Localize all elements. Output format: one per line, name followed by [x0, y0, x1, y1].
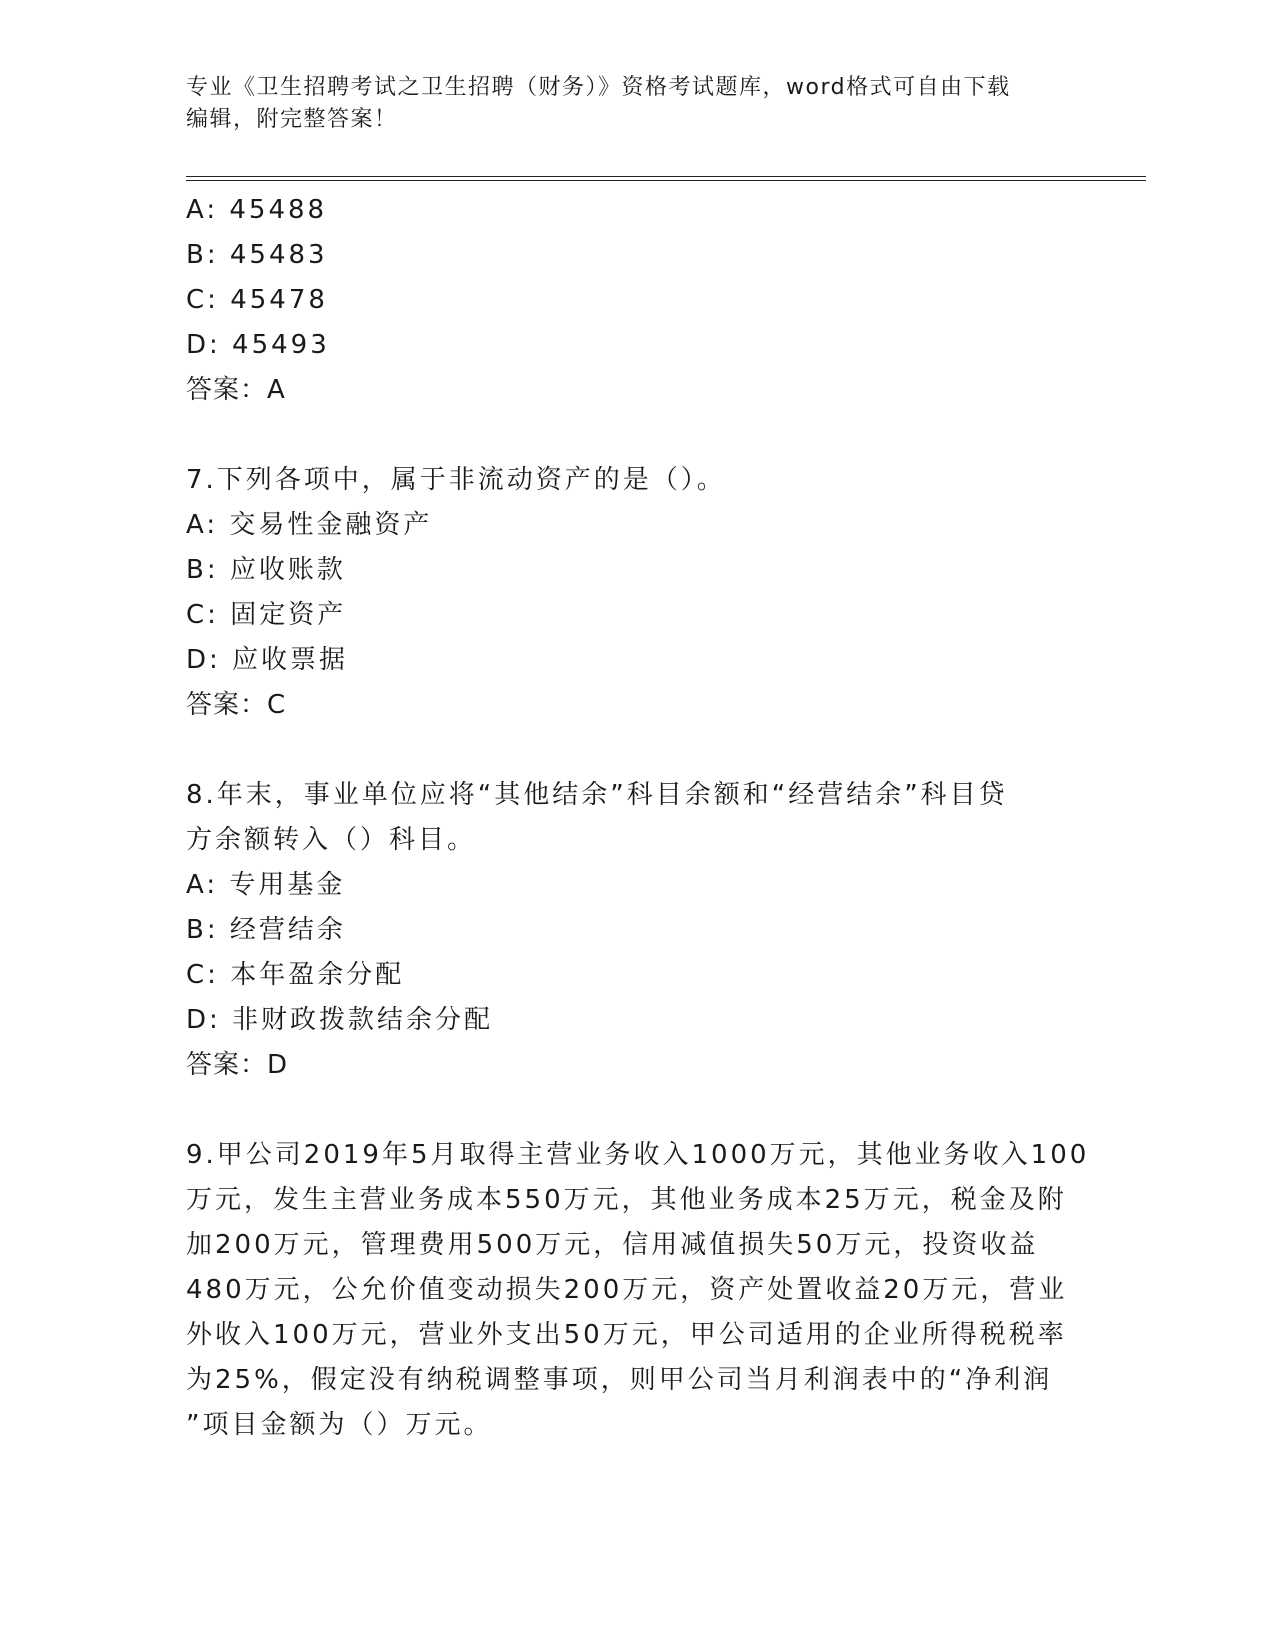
- option-text: 交易性金融资产: [229, 510, 433, 540]
- option-text: 非财政拨款结余分配: [232, 1005, 494, 1035]
- option-text: 45488: [229, 195, 328, 225]
- header-divider: [186, 176, 1146, 181]
- option-text: 45483: [229, 240, 328, 270]
- option-b: [186, 233, 1086, 278]
- option-text: 专用基金: [229, 870, 346, 900]
- option-d: [186, 998, 1086, 1043]
- question-list: [186, 188, 1090, 1448]
- question-text-line-6: 为25%，假定没有纳税调整事项，则甲公司当月利润表中的“净利润: [186, 1365, 1053, 1395]
- option-a: [186, 863, 1086, 908]
- answer: 答案：C: [186, 690, 287, 720]
- question-text-line-2: 方余额转入（）科目。: [186, 825, 477, 855]
- option-b: [186, 548, 1086, 593]
- option-label: B:: [186, 915, 219, 945]
- option-text: 45478: [230, 285, 328, 315]
- option-label: C:: [186, 285, 219, 315]
- spacer: [186, 413, 1086, 458]
- question-6: [186, 188, 1086, 413]
- option-d: [186, 638, 1086, 683]
- spacer: [186, 1088, 1086, 1133]
- question-7: [186, 458, 1086, 728]
- question-text-line-2: 万元，发生主营业务成本550万元，其他业务成本25万元，税金及附: [186, 1185, 1067, 1215]
- question-text-line-5: 外收入100万元，营业外支出50万元，甲公司适用的企业所得税税率: [186, 1320, 1067, 1350]
- option-label: C:: [186, 600, 219, 630]
- option-text: 固定资产: [230, 600, 347, 630]
- option-a: [186, 188, 1086, 233]
- question-text-line-4: 480万元，公允价值变动损失200万元，资产处置收益20万元，营业: [186, 1275, 1068, 1305]
- option-text: 本年盈余分配: [230, 960, 405, 990]
- header-line-2: 编辑，附完整答案！: [186, 107, 398, 132]
- option-text: 45493: [232, 330, 330, 360]
- option-label: D:: [186, 330, 221, 360]
- option-label: D:: [186, 645, 221, 675]
- option-text: 应收账款: [229, 555, 346, 585]
- option-text: 应收票据: [232, 645, 349, 675]
- question-text-line-1: 9.甲公司2019年5月取得主营业务收入1000万元，其他业务收入100: [186, 1140, 1090, 1170]
- question-text-line-1: 8.年末，事业单位应将“其他结余”科目余额和“经营结余”科目贷: [186, 780, 1008, 810]
- option-c: [186, 953, 1086, 998]
- spacer: [186, 728, 1086, 773]
- answer: 答案：D: [186, 1050, 289, 1080]
- option-b: [186, 908, 1086, 953]
- option-label: D:: [186, 1005, 221, 1035]
- option-c: [186, 593, 1086, 638]
- header-line-1: 专业《卫生招聘考试之卫生招聘（财务）》资格考试题库，word格式可自由下载: [186, 75, 1011, 100]
- option-label: A:: [186, 510, 219, 540]
- option-label: A:: [186, 195, 219, 225]
- option-label: B:: [186, 555, 219, 585]
- option-c: [186, 278, 1086, 323]
- question-9: [186, 1133, 1090, 1448]
- option-label: B:: [186, 240, 219, 270]
- question-text: 7.下列各项中，属于非流动资产的是（）。: [186, 465, 726, 495]
- option-label: C:: [186, 960, 219, 990]
- option-label: A:: [186, 870, 219, 900]
- option-text: 经营结余: [229, 915, 346, 945]
- document-header: [186, 72, 1086, 136]
- answer: 答案：A: [186, 375, 286, 405]
- question-text-line-7: ”项目金额为（）万元。: [186, 1410, 493, 1440]
- question-8: [186, 773, 1086, 1088]
- question-text-line-3: 加200万元，管理费用500万元，信用减值损失50万元，投资收益: [186, 1230, 1039, 1260]
- option-d: [186, 323, 1086, 368]
- option-a: [186, 503, 1086, 548]
